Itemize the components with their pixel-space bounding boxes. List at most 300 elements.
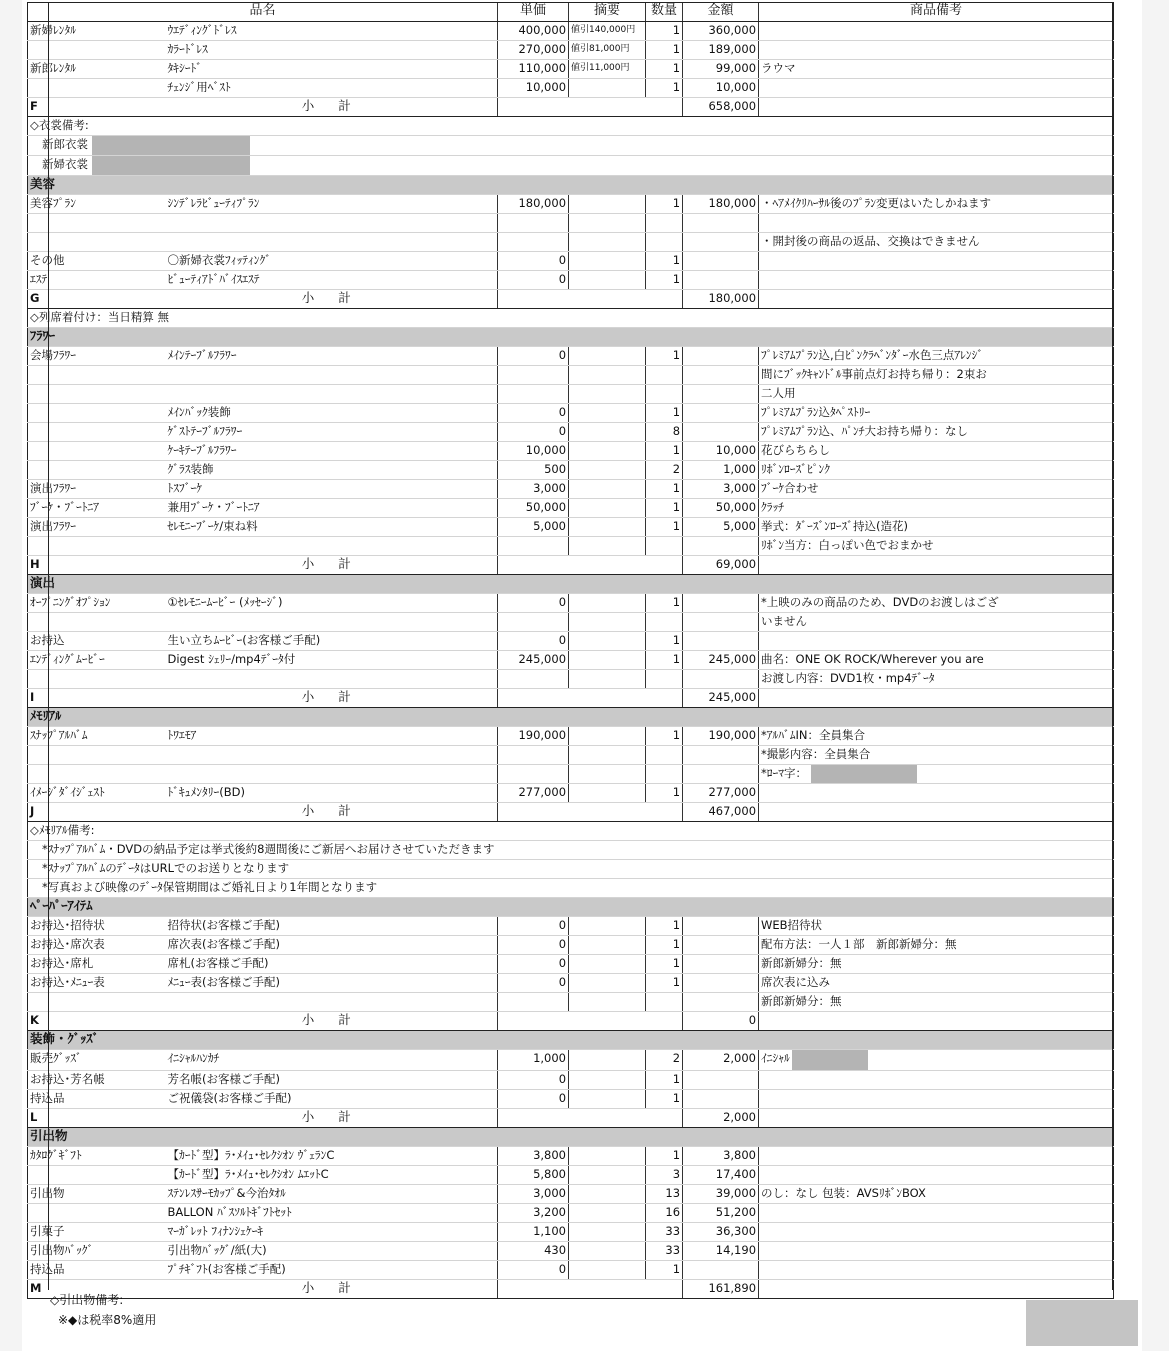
row-quantity: 1 xyxy=(646,1261,683,1280)
note-row xyxy=(28,879,1114,898)
table-row xyxy=(28,22,1114,41)
row-item-name: 〇新婦衣裳ﾌｨｯﾃｨﾝｸﾞ xyxy=(166,252,498,271)
subtotal-row xyxy=(28,98,1114,117)
row-item-name: ﾋﾞｭｰﾃｨｱﾄﾞﾊﾞｲｽｴｽﾃ xyxy=(166,271,498,290)
row-note xyxy=(569,366,646,385)
subtotal-amount: 467,000 xyxy=(683,803,759,822)
row-unit-price: 1,100 xyxy=(498,1223,569,1242)
section-title: ﾒﾓﾘｱﾙ xyxy=(28,708,1114,727)
row-item-name: ﾌﾟﾁｷﾞﾌﾄ(お客様ご手配) xyxy=(166,1261,498,1280)
table-row xyxy=(28,499,1114,518)
row-amount: 277,000 xyxy=(683,784,759,803)
row-amount xyxy=(683,993,759,1012)
row-item-name: ｶﾗｰﾄﾞﾚｽ xyxy=(166,41,498,60)
row-category: お持込･席札 xyxy=(28,955,166,974)
row-note xyxy=(569,1242,646,1261)
subtotal-row xyxy=(28,1012,1114,1031)
row-category: 美容ﾌﾟﾗﾝ xyxy=(28,195,166,214)
row-unit-price xyxy=(498,670,569,689)
row-remark xyxy=(759,784,1114,803)
row-note xyxy=(569,404,646,423)
row-remark: ﾌﾟﾚﾐｱﾑﾌﾟﾗﾝ込,白ﾋﾟﾝｸﾗﾍﾞﾝﾀﾞｰ水色三点ｱﾚﾝｼﾞ xyxy=(759,347,1114,366)
row-unit-price: 500 xyxy=(498,461,569,480)
row-amount xyxy=(683,955,759,974)
table-row xyxy=(28,214,1114,233)
row-amount xyxy=(683,537,759,556)
row-quantity: 33 xyxy=(646,1242,683,1261)
row-quantity: 1 xyxy=(646,727,683,746)
note-label: ◇列席着付け：当日精算 無 xyxy=(30,310,169,324)
row-item-name: ご祝儀袋(お客様ご手配) xyxy=(166,1090,498,1109)
subtotal-letter: K xyxy=(28,1012,166,1031)
subtotal-label: 小 計 xyxy=(166,1280,498,1299)
row-amount xyxy=(683,252,759,271)
subtotal-remark xyxy=(759,1280,1114,1299)
table-row xyxy=(28,993,1114,1012)
row-unit-price: 0 xyxy=(498,594,569,613)
row-item-name: ﾀｷｼｰﾄﾞ xyxy=(166,60,498,79)
row-amount xyxy=(683,423,759,442)
row-item-name: 【ｶｰﾄﾞ型】ﾗ･ﾒｲｭ･ｾﾚｸｼｵﾝ ｳﾞｪﾗﾝC xyxy=(166,1147,498,1166)
section-header xyxy=(28,328,1114,347)
row-remark: 挙式：ﾀﾞｰｽﾞﾝﾛｰｽﾞ持込(造花) xyxy=(759,518,1114,537)
row-unit-price: 0 xyxy=(498,271,569,290)
row-note xyxy=(569,480,646,499)
row-amount: 245,000 xyxy=(683,651,759,670)
row-amount: 360,000 xyxy=(683,22,759,41)
row-remark: 席次表に込み xyxy=(759,974,1114,993)
row-amount: 1,000 xyxy=(683,461,759,480)
row-category: 持込品 xyxy=(28,1090,166,1109)
row-remark xyxy=(759,632,1114,651)
row-category: ｲﾒｰｼﾞﾀﾞｲｼﾞｪｽﾄ xyxy=(28,784,166,803)
row-quantity: 1 xyxy=(646,917,683,936)
row-quantity: 1 xyxy=(646,252,683,271)
row-remark: *ｱﾙﾊﾞﾑIN：全員集合 xyxy=(759,727,1114,746)
row-unit-price: 3,200 xyxy=(498,1204,569,1223)
note-row xyxy=(28,309,1114,328)
subtotal-spacer xyxy=(498,98,683,117)
row-category: 引出物 xyxy=(28,1185,166,1204)
section-header xyxy=(28,1031,1114,1050)
subtotal-amount: 161,890 xyxy=(683,1280,759,1299)
row-amount xyxy=(683,366,759,385)
row-remark: ・ﾍｱﾒｲｸﾘﾊｰｻﾙ後のﾌﾟﾗﾝ変更はいたしかねます xyxy=(759,195,1114,214)
row-remark xyxy=(759,79,1114,98)
table-row xyxy=(28,1204,1114,1223)
row-remark: ﾘﾎﾞﾝ当方：白っぽい色でおまかせ xyxy=(759,537,1114,556)
row-quantity: 1 xyxy=(646,271,683,290)
row-item-name: 席札(お客様ご手配) xyxy=(166,955,498,974)
row-remark xyxy=(759,1090,1114,1109)
table-row xyxy=(28,404,1114,423)
note-text xyxy=(28,136,1114,156)
row-amount xyxy=(683,1261,759,1280)
row-remark: 花びらちらし xyxy=(759,442,1114,461)
row-quantity: 2 xyxy=(646,1050,683,1071)
row-amount: 2,000 xyxy=(683,1050,759,1071)
row-unit-price xyxy=(498,765,569,784)
table-row xyxy=(28,651,1114,670)
table-row xyxy=(28,1185,1114,1204)
row-unit-price: 0 xyxy=(498,974,569,993)
row-category: お持込･ﾒﾆｭｰ表 xyxy=(28,974,166,993)
row-remark xyxy=(759,765,1114,784)
row-unit-price xyxy=(498,233,569,252)
row-note xyxy=(569,214,646,233)
note-label: *ｽﾅｯﾌﾟｱﾙﾊﾞﾑ・DVDの納品予定は挙式後約8週間後にご新居へお届けさせていただきます xyxy=(42,842,495,856)
note-text xyxy=(28,117,1114,136)
row-item-name xyxy=(166,613,498,632)
table-row xyxy=(28,366,1114,385)
row-note xyxy=(569,442,646,461)
subtotal-remark xyxy=(759,290,1114,309)
row-amount: 189,000 xyxy=(683,41,759,60)
row-unit-price: 400,000 xyxy=(498,22,569,41)
row-quantity: 1 xyxy=(646,936,683,955)
subtotal-letter: J xyxy=(28,803,166,822)
row-item-name xyxy=(166,214,498,233)
table-row xyxy=(28,1223,1114,1242)
row-quantity: 1 xyxy=(646,79,683,98)
subtotal-letter: L xyxy=(28,1109,166,1128)
table-row xyxy=(28,518,1114,537)
row-remark: 二人用 xyxy=(759,385,1114,404)
table-row xyxy=(28,1147,1114,1166)
row-quantity xyxy=(646,214,683,233)
row-quantity xyxy=(646,613,683,632)
row-unit-price: 5,800 xyxy=(498,1166,569,1185)
row-unit-price: 270,000 xyxy=(498,41,569,60)
note-row xyxy=(28,136,1114,156)
row-note xyxy=(569,727,646,746)
subtotal-spacer xyxy=(498,803,683,822)
row-unit-price: 5,000 xyxy=(498,518,569,537)
table-row xyxy=(28,1261,1114,1280)
note-text xyxy=(28,156,1114,176)
note-text xyxy=(28,860,1114,879)
table-row xyxy=(28,784,1114,803)
row-unit-price xyxy=(498,537,569,556)
row-amount: 190,000 xyxy=(683,727,759,746)
row-amount xyxy=(683,594,759,613)
row-note xyxy=(569,784,646,803)
row-note xyxy=(569,195,646,214)
row-unit-price: 0 xyxy=(498,917,569,936)
row-quantity xyxy=(646,537,683,556)
row-note xyxy=(569,1166,646,1185)
subtotal-letter: F xyxy=(28,98,166,117)
row-note xyxy=(569,518,646,537)
subtotal-letter: G xyxy=(28,290,166,309)
row-amount xyxy=(683,917,759,936)
row-note xyxy=(569,765,646,784)
row-quantity: 3 xyxy=(646,1166,683,1185)
row-quantity: 1 xyxy=(646,1090,683,1109)
row-item-name: ﾏｰｶﾞﾚｯﾄ ﾌｨﾅﾝｼｪｹｰｷ xyxy=(166,1223,498,1242)
row-unit-price: 3,800 xyxy=(498,1147,569,1166)
row-quantity: 1 xyxy=(646,404,683,423)
subtotal-amount: 245,000 xyxy=(683,689,759,708)
row-note xyxy=(569,233,646,252)
row-remark: *撮影内容：全員集合 xyxy=(759,746,1114,765)
redacted-field xyxy=(92,136,250,155)
row-quantity: 1 xyxy=(646,632,683,651)
redacted-field xyxy=(811,765,917,783)
row-amount xyxy=(683,404,759,423)
estimate-table-body xyxy=(28,3,1114,1299)
row-remark: 間にﾌﾞｯｸｷｬﾝﾄﾞﾙ事前点灯お持ち帰り：2束お xyxy=(759,366,1114,385)
row-quantity: 1 xyxy=(646,1147,683,1166)
row-note xyxy=(569,423,646,442)
subtotal-remark xyxy=(759,1109,1114,1128)
row-category: 演出ﾌﾗﾜｰ xyxy=(28,518,166,537)
row-unit-price: 0 xyxy=(498,632,569,651)
note-label: ◇衣裳備考: xyxy=(30,118,89,132)
row-item-name xyxy=(166,233,498,252)
row-unit-price: 0 xyxy=(498,252,569,271)
row-unit-price xyxy=(498,613,569,632)
row-note xyxy=(569,1261,646,1280)
redacted-field xyxy=(92,156,250,175)
row-item-name: 芳名帳(お客様ご手配) xyxy=(166,1071,498,1090)
row-item-name xyxy=(166,385,498,404)
note-row xyxy=(28,841,1114,860)
row-remark: ラウマ xyxy=(759,60,1114,79)
note-label: *ｽﾅｯﾌﾟｱﾙﾊﾞﾑのﾃﾞｰﾀはURLでのお送りとなります xyxy=(42,861,290,875)
subtotal-remark xyxy=(759,556,1114,575)
row-item-name: ﾄﾜｴﾓｱ xyxy=(166,727,498,746)
row-quantity: 1 xyxy=(646,41,683,60)
row-quantity xyxy=(646,746,683,765)
row-quantity: 1 xyxy=(646,480,683,499)
table-row xyxy=(28,347,1114,366)
row-unit-price: 190,000 xyxy=(498,727,569,746)
row-item-name: ﾒﾆｭｰ表(お客様ご手配) xyxy=(166,974,498,993)
row-item-name: Digest ｼｪﾘｰ/mp4ﾃﾞｰﾀ付 xyxy=(166,651,498,670)
row-quantity: 1 xyxy=(646,1071,683,1090)
row-quantity: 33 xyxy=(646,1223,683,1242)
row-category: ｽﾅｯﾌﾟｱﾙﾊﾞﾑ xyxy=(28,727,166,746)
row-note xyxy=(569,385,646,404)
subtotal-label: 小 計 xyxy=(166,803,498,822)
row-amount: 51,200 xyxy=(683,1204,759,1223)
subtotal-amount: 2,000 xyxy=(683,1109,759,1128)
row-unit-price xyxy=(498,993,569,1012)
row-quantity xyxy=(646,670,683,689)
row-note: 値引11,000円 xyxy=(569,60,646,79)
redacted-block xyxy=(1026,1300,1138,1346)
table-row xyxy=(28,233,1114,252)
row-remark xyxy=(759,271,1114,290)
hikidemono-note: ◇引出物備考: xyxy=(50,1293,124,1307)
row-remark: *上映のみの商品のため、DVDのお渡しはござ xyxy=(759,594,1114,613)
row-amount: 39,000 xyxy=(683,1185,759,1204)
row-note xyxy=(569,537,646,556)
note-text xyxy=(28,841,1114,860)
row-category: その他 xyxy=(28,252,166,271)
row-item-name: BALLON ﾊﾞｽｿﾙﾄｷﾞﾌﾄｾｯﾄ xyxy=(166,1204,498,1223)
row-remark xyxy=(759,1223,1114,1242)
section-title: ﾍﾟｰﾊﾟｰｱｲﾃﾑ xyxy=(28,898,1114,917)
table-row xyxy=(28,917,1114,936)
table-row xyxy=(28,79,1114,98)
row-category: ｴｽﾃ xyxy=(28,271,166,290)
row-amount: 99,000 xyxy=(683,60,759,79)
row-item-name: 【ｶｰﾄﾞ型】ﾗ･ﾒｲｭ･ｾﾚｸｼｵﾝ ﾑｴｯﾄC xyxy=(166,1166,498,1185)
row-note xyxy=(569,632,646,651)
table-row xyxy=(28,594,1114,613)
row-item-name: 兼用ﾌﾞｰｹ・ﾌﾞｰﾄﾆｱ xyxy=(166,499,498,518)
table-row xyxy=(28,480,1114,499)
row-quantity: 1 xyxy=(646,22,683,41)
row-unit-price: 110,000 xyxy=(498,60,569,79)
row-quantity xyxy=(646,765,683,784)
row-item-name: ｳｴﾃﾞｨﾝｸﾞﾄﾞﾚｽ xyxy=(166,22,498,41)
row-note xyxy=(569,1204,646,1223)
row-amount: 3,000 xyxy=(683,480,759,499)
section-header xyxy=(28,176,1114,195)
row-unit-price: 1,000 xyxy=(498,1050,569,1071)
row-quantity: 1 xyxy=(646,784,683,803)
row-unit-price xyxy=(498,366,569,385)
row-category: お持込･招待状 xyxy=(28,917,166,936)
table-row xyxy=(28,41,1114,60)
subtotal-label: 小 計 xyxy=(166,556,498,575)
subtotal-letter: I xyxy=(28,689,166,708)
row-amount xyxy=(683,1071,759,1090)
table-row xyxy=(28,252,1114,271)
row-quantity: 8 xyxy=(646,423,683,442)
row-note xyxy=(569,917,646,936)
row-item-name: ｹｰｷﾃｰﾌﾞﾙﾌﾗﾜｰ xyxy=(166,442,498,461)
row-quantity xyxy=(646,233,683,252)
row-amount xyxy=(683,233,759,252)
row-item-name: ﾒｲﾝﾃｰﾌﾞﾙﾌﾗﾜｰ xyxy=(166,347,498,366)
table-row xyxy=(28,1090,1114,1109)
row-quantity: 16 xyxy=(646,1204,683,1223)
row-unit-price: 0 xyxy=(498,404,569,423)
row-quantity: 1 xyxy=(646,594,683,613)
row-item-name xyxy=(166,537,498,556)
table-row xyxy=(28,613,1114,632)
row-amount xyxy=(683,746,759,765)
row-unit-price: 10,000 xyxy=(498,79,569,98)
row-unit-price: 0 xyxy=(498,1261,569,1280)
row-item-name: ﾄﾞｷｭﾒﾝﾀﾘｰ(BD) xyxy=(166,784,498,803)
subtotal-row xyxy=(28,1280,1114,1299)
note-label: 新婦衣裳 xyxy=(42,157,88,171)
col-header-remarks: 商品備考 xyxy=(759,3,1114,22)
row-note xyxy=(569,1071,646,1090)
row-note xyxy=(569,974,646,993)
row-remark: ・開封後の商品の返品、交換はできません xyxy=(759,233,1114,252)
row-item-name: ①ｾﾚﾓﾆｰﾑｰﾋﾞｰ (ﾒｯｾｰｼﾞ) xyxy=(166,594,498,613)
redacted-field xyxy=(792,1050,868,1070)
row-remark xyxy=(759,214,1114,233)
col-header-amount: 金額 xyxy=(683,3,759,22)
row-remark xyxy=(759,41,1114,60)
row-quantity: 1 xyxy=(646,955,683,974)
subtotal-label: 小 計 xyxy=(166,290,498,309)
note-row xyxy=(28,822,1114,841)
subtotal-label: 小 計 xyxy=(166,1012,498,1031)
row-unit-price: 0 xyxy=(498,1071,569,1090)
row-note xyxy=(569,1090,646,1109)
row-remark: ﾘﾎﾞﾝﾛｰｽﾞﾋﾟﾝｸ xyxy=(759,461,1114,480)
table-row xyxy=(28,936,1114,955)
section-title: 装飾・ｸﾞｯｽﾞ xyxy=(28,1031,1114,1050)
table-row xyxy=(28,271,1114,290)
subtotal-spacer xyxy=(498,1012,683,1031)
subtotal-spacer xyxy=(498,1109,683,1128)
row-note xyxy=(569,1185,646,1204)
row-remark: ｸﾗｯﾁ xyxy=(759,499,1114,518)
row-unit-price xyxy=(498,214,569,233)
row-remark: 新郎新婦分：無 xyxy=(759,955,1114,974)
table-right-border xyxy=(1112,2,1113,1290)
section-header xyxy=(28,898,1114,917)
row-amount: 36,300 xyxy=(683,1223,759,1242)
row-amount: 10,000 xyxy=(683,442,759,461)
tax-note: ※◆は税率8%適用 xyxy=(58,1313,157,1327)
row-amount xyxy=(683,936,759,955)
row-unit-price: 0 xyxy=(498,347,569,366)
row-amount: 10,000 xyxy=(683,79,759,98)
row-quantity: 2 xyxy=(646,461,683,480)
row-amount xyxy=(683,385,759,404)
row-quantity: 1 xyxy=(646,499,683,518)
row-category: ﾌﾞｰｹ・ﾌﾞｰﾄﾆｱ xyxy=(28,499,166,518)
subtotal-letter: H xyxy=(28,556,166,575)
row-remark xyxy=(759,1261,1114,1280)
row-category: 販売ｸﾞｯｽﾞ xyxy=(28,1050,166,1071)
table-row xyxy=(28,1071,1114,1090)
section-header xyxy=(28,575,1114,594)
row-note xyxy=(569,1050,646,1071)
row-note xyxy=(569,594,646,613)
row-note xyxy=(569,461,646,480)
subtotal-label: 小 計 xyxy=(166,1109,498,1128)
row-category: 新郎ﾚﾝﾀﾙ xyxy=(28,60,166,79)
row-remark: のし：なし 包装：AVSﾘﾎﾞﾝBOX xyxy=(759,1185,1114,1204)
row-note xyxy=(569,936,646,955)
row-category: お持込･席次表 xyxy=(28,936,166,955)
col-header-quantity: 数量 xyxy=(646,3,683,22)
table-row xyxy=(28,442,1114,461)
row-item-name: ﾄｽﾌﾞｰｹ xyxy=(166,480,498,499)
row-unit-price: 0 xyxy=(498,423,569,442)
row-item-name: ｽﾃﾝﾚｽｻｰﾓｶｯﾌﾟ&今治ﾀｵﾙ xyxy=(166,1185,498,1204)
row-amount xyxy=(683,613,759,632)
row-unit-price xyxy=(498,385,569,404)
subtotal-row xyxy=(28,803,1114,822)
row-quantity xyxy=(646,993,683,1012)
row-note xyxy=(569,271,646,290)
row-item-name xyxy=(166,993,498,1012)
row-item-name: 席次表(お客様ご手配) xyxy=(166,936,498,955)
row-category: 引出物ﾊﾞｯｸﾞ xyxy=(28,1242,166,1261)
subtotal-amount: 658,000 xyxy=(683,98,759,117)
row-note: 値引81,000円 xyxy=(569,41,646,60)
row-quantity: 1 xyxy=(646,442,683,461)
row-remark: 配布方法：一人１部 新郎新婦分：無 xyxy=(759,936,1114,955)
row-category: 会場ﾌﾗﾜｰ xyxy=(28,347,166,366)
row-category: 演出ﾌﾗﾜｰ xyxy=(28,480,166,499)
row-item-name xyxy=(166,746,498,765)
row-item-name: ｲﾆｼｬﾙﾊﾝｶﾁ xyxy=(166,1050,498,1071)
section-title: 演出 xyxy=(28,575,1114,594)
